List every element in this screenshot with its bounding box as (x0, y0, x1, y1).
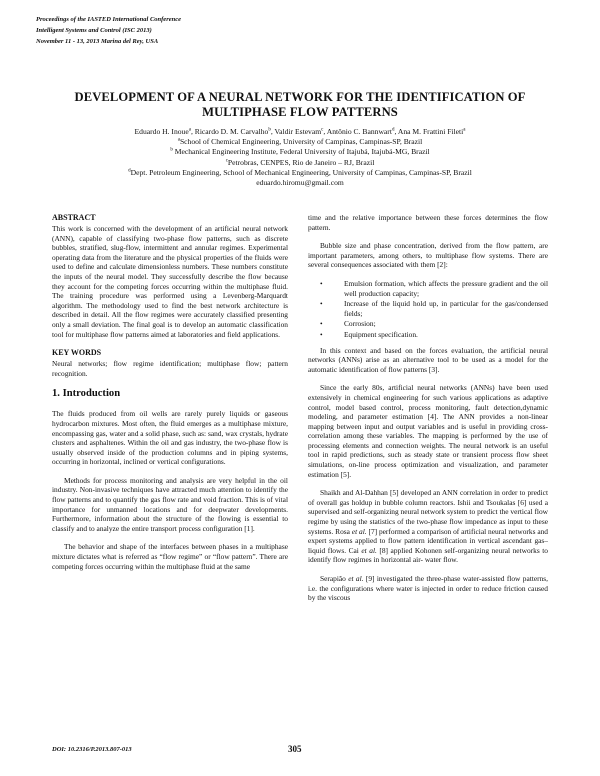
bullet-icon: • (320, 299, 323, 309)
author-name: Valdir Estevam (274, 127, 322, 136)
affiliation-text: Dept. Petroleum Engineering, School of Mechanical Engineering, University of Campinas, Campinas-SP, Brazil (130, 167, 472, 177)
page-number: 305 (288, 744, 302, 754)
author-sep: , (323, 127, 327, 136)
author-sup: a (188, 127, 191, 133)
list-item-text: Increase of the liquid hold up, in particular for the gas/condensed fields; (344, 299, 548, 318)
bullet-icon: • (320, 278, 323, 288)
bullet-icon: • (320, 319, 323, 329)
et-al: et al. (361, 545, 377, 555)
doi-footer: DOI: 10.2316/P.2013.807-013 (52, 746, 132, 753)
affiliation-text: Mechanical Engineering Institute, Federal University of Itajubá, Itajubá-MG, Brazil (172, 147, 430, 157)
conference-header (36, 14, 181, 47)
list-item (308, 299, 548, 318)
affiliation (20, 147, 580, 157)
author-sup: b (268, 127, 271, 133)
author-block (20, 127, 580, 188)
affiliation (20, 158, 580, 168)
author-email: eduardo.hiromu@gmail.com (256, 178, 344, 188)
right-paragraph-1: time and the relative importance between these forces determines the flow pattern. (308, 213, 548, 232)
author-sup: d (391, 127, 395, 133)
paragraph-text: Shaikh and Al-Dahhan [5] developed an ANN correlation in order to predict of overall gas holdup in bubble column reactors. Ishii and Tsoukalas [6] used a supervised and self-organizing neural network system to predict the vertical flow regime by using the statistics of the two-phase flow impedance as input to these systems. (308, 488, 548, 536)
title-line-1: DEVELOPMENT OF A NEURAL NETWORK FOR THE IDENTIFICATION OF (74, 90, 526, 104)
right-column (308, 213, 548, 603)
abstract-heading: ABSTRACT (52, 213, 96, 222)
affiliation (20, 137, 580, 147)
paragraph-text: [7] performed a comparison of artificial neural networks and expert systems applied to flow pattern identification in vertical ascendant gas–liquid flows. Cai (308, 526, 548, 555)
header-line-2: Intelligent Systems and Control (ISC 2013) (36, 27, 152, 34)
right-paragraph-5 (308, 488, 548, 565)
author-name: Ricardo D. M. Carvalho (194, 127, 269, 136)
author-name: Eduardo H. Inoue (134, 127, 189, 136)
paper-title (40, 90, 560, 119)
affiliation-text: School of Chemical Engineering, University of Campinas, Campinas-SP, Brazil (179, 137, 423, 147)
right-paragraph-4: Since the early 80s, artificial neural networks (ANNs) have been used extensively in chemical engineering for such various applications as adaptive control, model based control, process monitoring, fault detection,dynamic modeling, and parameter estimation [4]. The ANN provides a non-linear mapping between input and output variables and is useful in providing cross-correlation among these variables. The mapping is performed by the use of processing elements and connection weights. The neural network is an useful tool in rapid predictions, such as steady state or transient process flow sheet simulations, on-line process optimization and visualization, and parameter estimation [5]. (308, 383, 548, 479)
intro-paragraph-1: The fluids produced from oil wells are rarely purely liquids or gaseous hydrocarbon mixtures. Most often, the fluid emerges as a multiphase mixture, encompassing gas, water and a solid phase, such as: sand, wax crystals, hydrate clusters and asphaltenes. Within the oil and gas industry, the two-phase flow is usually observed inside of the production columns and in piping systems, occurring in horizontal, inclined or vertical configurations. (52, 409, 288, 467)
affiliation-sup: d (128, 168, 131, 174)
header-line-1: Proceedings of the IASTED International Conference (36, 16, 181, 23)
left-column (52, 213, 288, 571)
right-paragraph-2: Bubble size and phase concentration, derived from the flow pattern, are important parameters, among others, to multiphase flow systems. There are several consequences associated with them [2]: (308, 241, 548, 270)
keywords-heading: KEY WORDS (52, 348, 102, 358)
author-sep: , (270, 127, 275, 136)
right-paragraph-3: In this context and based on the forces evaluation, the artificial neural networks (ANNs) arise as an alternative tool to be used as a model for the automatic identification of flow patterns [3]. (308, 345, 548, 374)
author-sep: , (394, 127, 398, 136)
et-al: et al. (351, 526, 367, 536)
affiliation-text: Petrobras, CENPES, Rio de Janeiro – RJ, Brazil (227, 157, 375, 167)
paragraph-text: Rosa (335, 526, 352, 536)
intro-paragraph-3: The behavior and shape of the interfaces between phases in a multiphase mixture dictates what is referred as “flow regime” or “flow pattern”. There are competing forces occurring within the multiphase fluid at the same (52, 542, 288, 571)
paragraph-text: Serapião (320, 574, 349, 583)
introduction-heading: 1. Introduction (52, 388, 121, 400)
title-line-2: MULTIPHASE FLOW PATTERNS (202, 104, 398, 119)
consequence-list (308, 279, 548, 340)
author-name: Antônio C. Bannwart (326, 127, 392, 136)
list-item (308, 330, 548, 340)
keywords-text: Neural networks; flow regime identification; multiphase flow; pattern recognition. (52, 359, 288, 378)
list-item-text: Equipment specification. (344, 329, 418, 339)
intro-paragraph-2: Methods for process monitoring and analysis are very helpful in the oil industry. Non-invasive techniques have attracted much attention to identify the flow patterns and to quantify the gas flow rate and void fraction. This is of vital importance for unmanned locations and for deepwater developments. Furthermore, information about the structure of the flowing is essential to classify and to analyze the entire transport process configuration [1]. (52, 475, 288, 533)
list-item-text: Corrosion; (344, 319, 376, 329)
bullet-icon: • (320, 329, 323, 339)
affiliation-sup: c (225, 158, 228, 164)
affiliation (20, 168, 580, 178)
author-name: Ana M. Frattini Fileti (397, 127, 464, 136)
list-item-text: Emulsion formation, which affects the pressure gradient and the oil well production capacity; (344, 278, 548, 298)
affiliation-sup: a (177, 137, 180, 143)
list-item (308, 279, 548, 298)
et-al: et al. (348, 574, 364, 583)
paragraph-text: [9] investigated the three-phase water-assisted flow patterns, i.e. the configurations where water is injected in order to reduce friction caused by the viscous (308, 574, 548, 603)
abstract-text: This work is concerned with the development of an artificial neural network (ANN), capable of classifying two-phase flow patterns, such as discrete bubbles, stratified, slug-flow, intermittent and annular regimes. Experimental operating data from the literature and the physical properties of the fluids were used to define and calculate dimensionless numbers. These numbers constitute the inputs of the neural model. They successfully describe the flow because they account for the competing forces occurring within the multiphase fluid. The training procedure was performed using a Levenberg-Marquardt algorithm. The methodology used to find the best network architecture is described in detail. All the flow regimes were accurately classified presenting only a small deviation. The final goal is to develop an automatic classification tool for multiphase flow patterns aimed at laboratories and field applications. (52, 224, 288, 339)
paragraph-text: [8] applied Kohonen self-organizing neural networks to identify flow regimes in horizontal air- water flow. (308, 545, 548, 565)
author-sup: c (321, 127, 324, 133)
author-sep: , (190, 127, 195, 136)
header-line-3: November 11 - 13, 2013 Marina del Rey, USA (36, 38, 159, 45)
author-sup: a (463, 127, 466, 133)
list-item (308, 319, 548, 329)
author-names (20, 127, 580, 137)
affiliation-sup: b (170, 147, 173, 153)
right-paragraph-6 (308, 574, 548, 603)
